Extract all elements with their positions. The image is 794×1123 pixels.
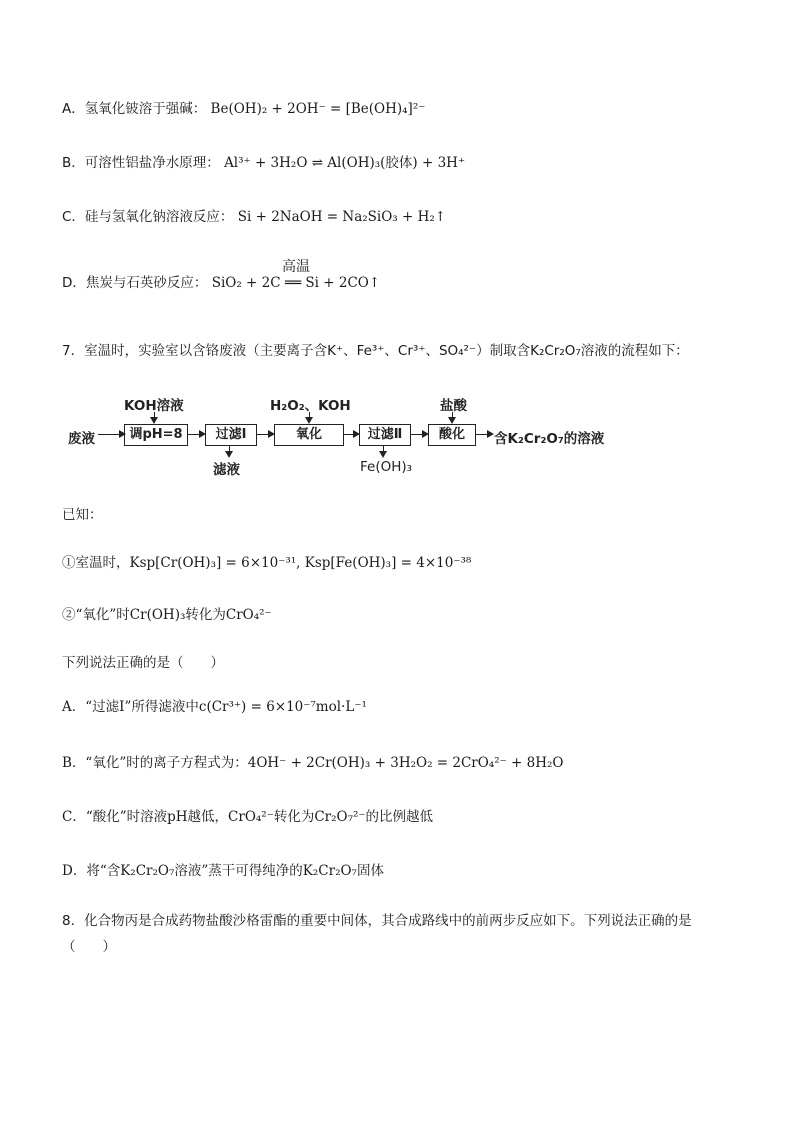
flow-step5-box: 酸化: [428, 424, 476, 446]
q6-option-d-equation: SiO₂ + 2C ══ Si + 2CO↑: [211, 275, 381, 291]
flow-step1-box: 调pH=8: [124, 424, 188, 446]
flow-output-arrow-2: [229, 446, 230, 456]
q6-option-d: [62, 259, 381, 292]
q6-option-c: [62, 208, 446, 226]
q6-option-a-prefix: A．氢氧化铍溶于强碱：: [62, 101, 207, 117]
q7-known-1: ①室温时，Ksp[Cr(OH)₃] = 6×10⁻³¹, Ksp[Fe(OH)₃] = 4×10⁻³⁸: [62, 555, 472, 571]
q6-option-b-equation: Al³⁺ + 3H₂O ⇌ Al(OH)₃(胶体) + 3H⁺: [224, 155, 466, 171]
q6-option-a-equation: Be(OH)₂ + 2OH⁻ = [Be(OH)₄]²⁻: [210, 101, 426, 117]
flow-step4-output: Fe(OH)₃: [360, 459, 413, 475]
q7-known-title: 已知：: [62, 507, 103, 523]
q7-flow-chart: [62, 392, 662, 487]
q6-option-a: [62, 100, 425, 118]
flow-step5-reagent: 盐酸: [440, 398, 467, 414]
flow-step2-box: 过滤Ⅰ: [205, 424, 257, 446]
q7-option-d: D．将“含K₂Cr₂O₇溶液”蒸干可得纯净的K₂Cr₂O₇固体: [62, 863, 384, 879]
flow-start-label: 废液: [68, 431, 95, 447]
q6-option-c-equation: Si + 2NaOH = Na₂SiO₃ + H₂↑: [237, 209, 447, 225]
flow-step3-reagent: H₂O₂、KOH: [270, 398, 351, 414]
flow-reagent-arrow-1: [154, 412, 155, 422]
q8-stem: 8．化合物丙是合成药物盐酸沙格雷酯的重要中间体，其合成路线中的前两步反应如下。下列说法正确的是（ ）: [62, 913, 692, 955]
q7-option-c: C．“酸化”时溶液pH越低，CrO₄²⁻转化为Cr₂O₇²⁻的比例越低: [62, 809, 434, 825]
q6-option-d-prefix: D．焦炭与石英砂反应：: [62, 275, 208, 291]
flow-step3-box: 氧化: [274, 424, 344, 446]
q7-known-2: ②“氧化”时Cr(OH)₃转化为CrO₄²⁻: [62, 607, 272, 623]
flow-arrow-6: [476, 434, 492, 435]
q6-option-c-prefix: C．硅与氢氧化钠溶液反应：: [62, 209, 234, 225]
q7-option-b: B．“氧化”时的离子方程式为：4OH⁻ + 2Cr(OH)₃ + 3H₂O₂ = 2CrO₄²⁻ + 8H₂O: [62, 755, 564, 771]
q6-option-d-condition: 高温: [282, 259, 310, 275]
flow-reagent-arrow-3: [309, 412, 310, 422]
flow-step4-box: 过滤Ⅱ: [359, 424, 411, 446]
q6-option-b: [62, 154, 465, 172]
q7-stem: 7．室温时，实验室以含铬废液（主要离子含K⁺、Fe³⁺、Cr³⁺、SO₄²⁻）制取含K₂Cr₂O₇溶液的流程如下：: [62, 343, 689, 359]
flow-reagent-arrow-5: [452, 412, 453, 422]
flow-step1-reagent: KOH溶液: [124, 398, 184, 414]
q7-option-a: A．“过滤Ⅰ”所得滤液中c(Cr³⁺) = 6×10⁻⁷mol·L⁻¹: [62, 699, 367, 715]
flow-step2-output: 滤液: [213, 462, 240, 478]
flow-arrow-4: [344, 434, 358, 435]
flow-arrow-5: [411, 434, 427, 435]
flow-output-arrow-4: [383, 446, 384, 456]
flow-arrow-1: [98, 434, 124, 435]
q7-question: 下列说法正确的是（ ）: [62, 655, 224, 671]
q6-option-b-prefix: B．可溶性铝盐净水原理：: [62, 155, 220, 171]
flow-product-label: 含K₂Cr₂O₇的溶液: [494, 431, 605, 447]
flow-arrow-3: [257, 434, 273, 435]
flow-arrow-2: [188, 434, 204, 435]
